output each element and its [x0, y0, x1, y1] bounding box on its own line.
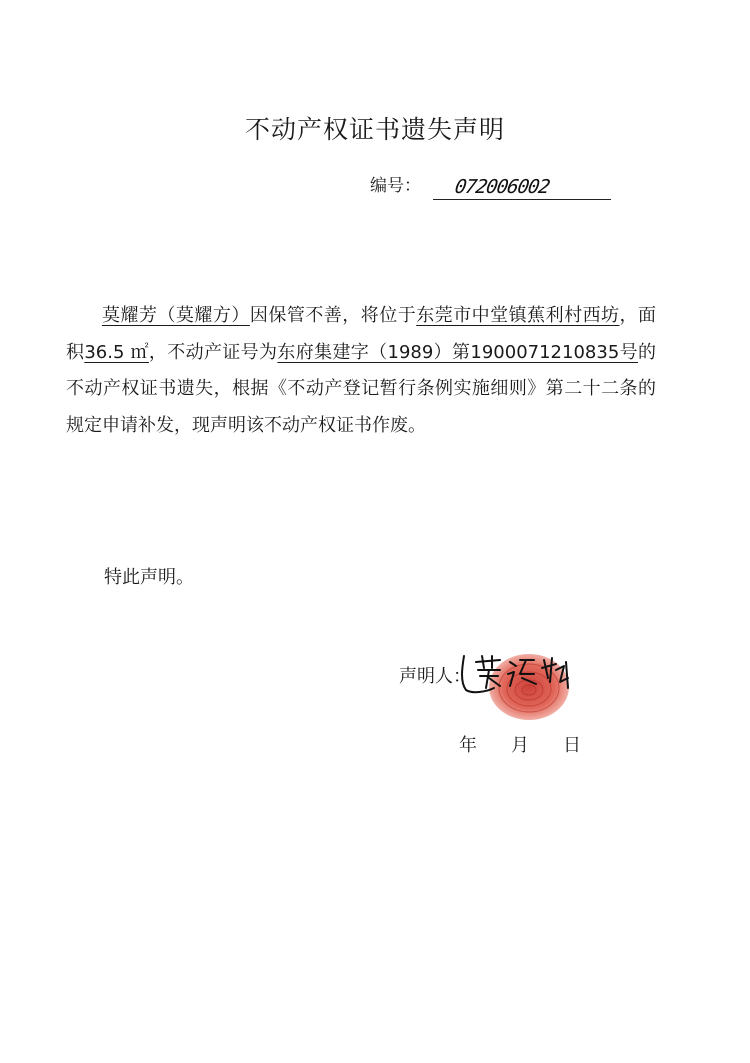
document-number-field [433, 173, 611, 200]
body-text-4: 的不动产权证书遗失，根据《不动产登记暂行条例实施细则》第二十二条的规定申请补发，现声明该不动产权证书作废。 [66, 341, 656, 436]
date-row [459, 731, 581, 757]
certificate-number: 东府集建字（1989）第1900071210835号 [277, 341, 638, 363]
body-text-2: ，面积 [66, 305, 657, 363]
body-text-3: ，不动产证号为 [148, 341, 278, 363]
statement-paragraph [66, 298, 656, 444]
property-location: 东莞市中堂镇蕉利村西坊 [416, 305, 620, 326]
date-month-label: 月 [511, 735, 529, 756]
statement-body [66, 298, 656, 444]
document-title: 不动产权证书遗失声明 [244, 115, 505, 144]
document-number-label: 编号： [370, 176, 421, 196]
date-year-label: 年 [459, 735, 477, 756]
property-area: 36.5 ㎡ [84, 341, 149, 363]
document-number-value: 072006002 [453, 176, 551, 198]
owner-name: 莫耀芳（莫耀方） [102, 305, 250, 326]
document-number-row [370, 170, 611, 200]
body-text-1: 因保管不善，将位于 [249, 305, 417, 326]
declarant-label: 声明人： [399, 666, 471, 687]
closing-statement: 特此声明。 [104, 567, 194, 588]
handwritten-signature [456, 648, 576, 708]
date-day-label: 日 [563, 735, 581, 756]
